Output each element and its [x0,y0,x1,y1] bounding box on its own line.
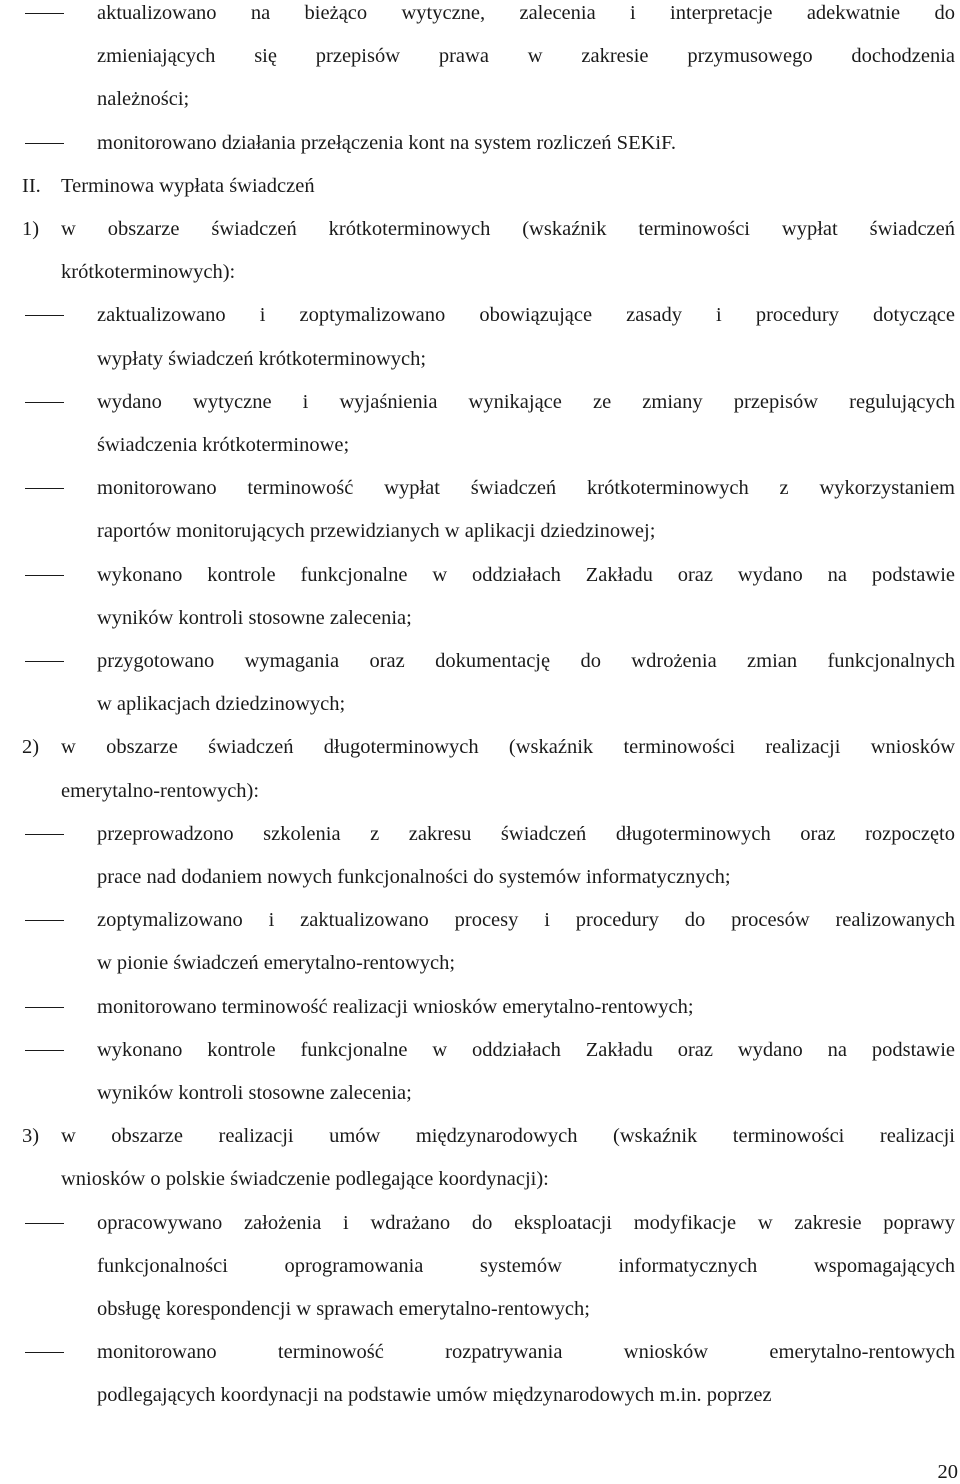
text-line: krótkoterminowych): [61,261,236,284]
text-line: w obszarze świadczeń długoterminowych (wskaźnik terminowości realizacji wniosków [61,736,955,759]
text-line: świadczenia krótkoterminowe; [97,434,350,456]
dash-bullet [25,661,64,662]
text-line: monitorowano terminowość realizacji wniosków emerytalno-rentowych; [97,995,694,1018]
text-line: przygotowano wymagania oraz dokumentację do wdrożenia zmian funkcjonalnych [97,650,955,672]
dash-bullet [25,143,64,144]
text-line: monitorowano terminowość rozpatrywania wniosków emerytalno-rentowych [97,1341,955,1364]
text-line: wyników kontroli stosowne zalecenia; [97,1082,412,1104]
text-line: podlegających koordynacji na podstawie umów międzynarodowych m.in. poprzez [97,1384,772,1407]
text-line: w pionie świadczeń emerytalno-rentowych; [97,952,456,975]
text-line: opracowywano założenia i wdrażano do eksploatacji modyfikacje w zakresie poprawy [97,1211,955,1234]
section-marker: II. [22,174,41,197]
dash-bullet [25,920,64,921]
text-line: zoptymalizowano i zaktualizowano procesy i procedury do procesów realizowanych [97,909,955,932]
text-line: aktualizowano na bieżąco wytyczne, zalecenia i interpretacje adekwatnie do [97,2,955,24]
text-line: wydano wytyczne i wyjaśnienia wynikające ze zmiany przepisów regulujących [97,390,955,413]
text-line: wyników kontroli stosowne zalecenia; [97,606,412,629]
dash-bullet [25,1050,64,1051]
text-line: wykonano kontrole funkcjonalne w oddziałach Zakładu oraz wydano na podstawie [97,1038,955,1061]
section-heading: Terminowa wypłata świadczeń [61,174,315,197]
text-line: zmieniających się przepisów prawa w zakresie przymusowego dochodzenia [97,45,955,68]
text-line: monitorowano działania przełączenia kont na system rozliczeń SEKiF. [97,131,676,154]
text-line: funkcjonalności oprogramowania systemów informatycznych wspomagających [97,1254,955,1277]
text-line: w aplikacjach dziedzinowych; [97,693,346,716]
list-number: 1) [22,218,40,240]
dash-bullet [25,1352,64,1353]
text-line: w obszarze świadczeń krótkoterminowych (wskaźnik terminowości wypłat świadczeń [61,218,955,240]
text-line: prace nad dodaniem nowych funkcjonalności do systemów informatycznych; [97,866,731,888]
text-line: przeprowadzono szkolenia z zakresu świadczeń długoterminowych oraz rozpoczęto [97,822,955,845]
text-line: wypłaty świadczeń krótkoterminowych; [97,347,427,370]
text-line: raportów monitorujących przewidzianych w aplikacji dziedzinowej; [97,520,656,543]
dash-bullet [25,834,64,835]
dash-bullet [25,488,64,489]
dash-bullet [25,315,64,316]
list-number: 3) [22,1125,40,1148]
dash-bullet [25,1007,64,1008]
dash-bullet [25,13,64,14]
dash-bullet [25,1223,64,1224]
page-number: 20 [937,1461,958,1483]
text-line: zaktualizowano i zoptymalizowano obowiązujące zasady i procedury dotyczące [97,304,955,327]
text-line: należności; [97,88,190,111]
text-line: emerytalno-rentowych): [61,779,260,802]
list-number: 2) [22,736,40,759]
text-line: monitorowano terminowość wypłat świadczeń krótkoterminowych z wykorzystaniem [97,477,955,500]
text-line: wykonano kontrole funkcjonalne w oddziałach Zakładu oraz wydano na podstawie [97,563,955,586]
text-line: obsługę korespondencji w sprawach emerytalno-rentowych; [97,1298,590,1320]
text-line: w obszarze realizacji umów międzynarodowych (wskaźnik terminowości realizacji [61,1125,955,1148]
dash-bullet [25,402,64,403]
text-line: wniosków o polskie świadczenie podlegające koordynacji): [61,1168,549,1191]
dash-bullet [25,575,64,576]
